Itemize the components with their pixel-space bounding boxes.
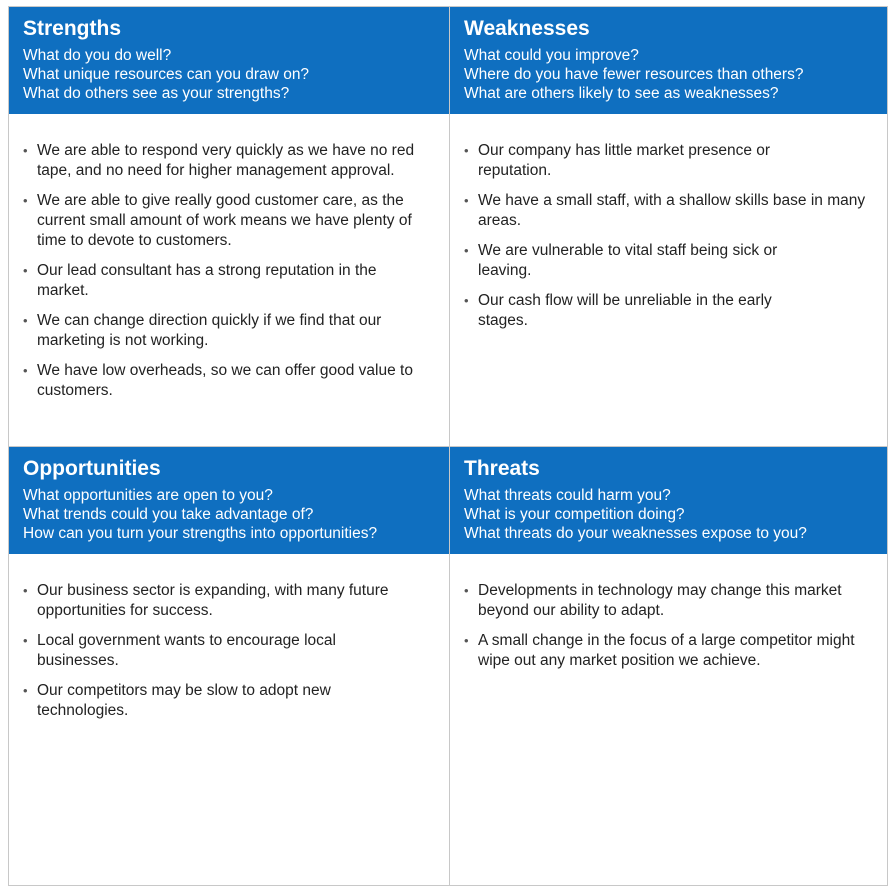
strengths-item: • We can change direction quickly if we find that our marketing is not working.: [23, 311, 417, 351]
strengths-header: [9, 7, 449, 114]
weaknesses-item: • Our cash flow will be unreliable in the early stages.: [464, 291, 798, 331]
strengths-question: What do you do well?: [23, 47, 172, 64]
threats-question: What threats could harm you?: [464, 487, 671, 504]
strengths-item: • We are able to give really good customer care, as the current small amount of work means we have plenty of time to devote to customers.: [23, 191, 429, 251]
weaknesses-question: What are others likely to see as weaknesses?: [464, 85, 779, 102]
threats-quadrant: [449, 446, 887, 885]
opportunities-item: • Local government wants to encourage local businesses.: [23, 631, 367, 671]
opportunities-list: [9, 554, 449, 721]
opportunities-question: What trends could you take advantage of?: [23, 506, 314, 523]
threats-item: • A small change in the focus of a large competitor might wipe out any market position we achieve.: [464, 631, 878, 671]
strengths-question: What do others see as your strengths?: [23, 85, 290, 102]
strengths-title: Strengths: [23, 17, 122, 40]
threats-item: • Developments in technology may change this market beyond our ability to adapt.: [464, 581, 858, 621]
weaknesses-list: [450, 114, 887, 331]
opportunities-question: How can you turn your strengths into opportunities?: [23, 525, 378, 542]
strengths-list: [9, 114, 449, 401]
weaknesses-item: • We are vulnerable to vital staff being sick or leaving.: [464, 241, 818, 281]
weaknesses-question: What could you improve?: [464, 47, 639, 64]
opportunities-quadrant: [9, 446, 449, 885]
threats-question: What threats do your weaknesses expose to you?: [464, 525, 807, 542]
weaknesses-title: Weaknesses: [464, 17, 590, 40]
weaknesses-quadrant: [449, 7, 887, 446]
opportunities-question: What opportunities are open to you?: [23, 487, 273, 504]
strengths-quadrant: [9, 7, 449, 446]
weaknesses-header: [450, 7, 887, 114]
swot-grid: [8, 6, 888, 886]
threats-title: Threats: [464, 457, 540, 480]
threats-header: [450, 447, 887, 554]
strengths-item: • We have low overheads, so we can offer good value to customers.: [23, 361, 417, 401]
opportunities-item: • Our competitors may be slow to adopt new technologies.: [23, 681, 367, 721]
weaknesses-question: Where do you have fewer resources than others?: [464, 66, 804, 83]
threats-list: [450, 554, 887, 671]
strengths-item: • Our lead consultant has a strong reputation in the market.: [23, 261, 407, 301]
strengths-item: • We are able to respond very quickly as we have no red tape, and no need for higher management approval.: [23, 141, 417, 181]
strengths-question: What unique resources can you draw on?: [23, 66, 310, 83]
opportunities-header: [9, 447, 449, 554]
opportunities-item: • Our business sector is expanding, with many future opportunities for success.: [23, 581, 407, 621]
weaknesses-item: • We have a small staff, with a shallow skills base in many areas.: [464, 191, 870, 231]
weaknesses-item: • Our company has little market presence or reputation.: [464, 141, 808, 181]
opportunities-title: Opportunities: [23, 457, 161, 480]
threats-question: What is your competition doing?: [464, 506, 685, 523]
